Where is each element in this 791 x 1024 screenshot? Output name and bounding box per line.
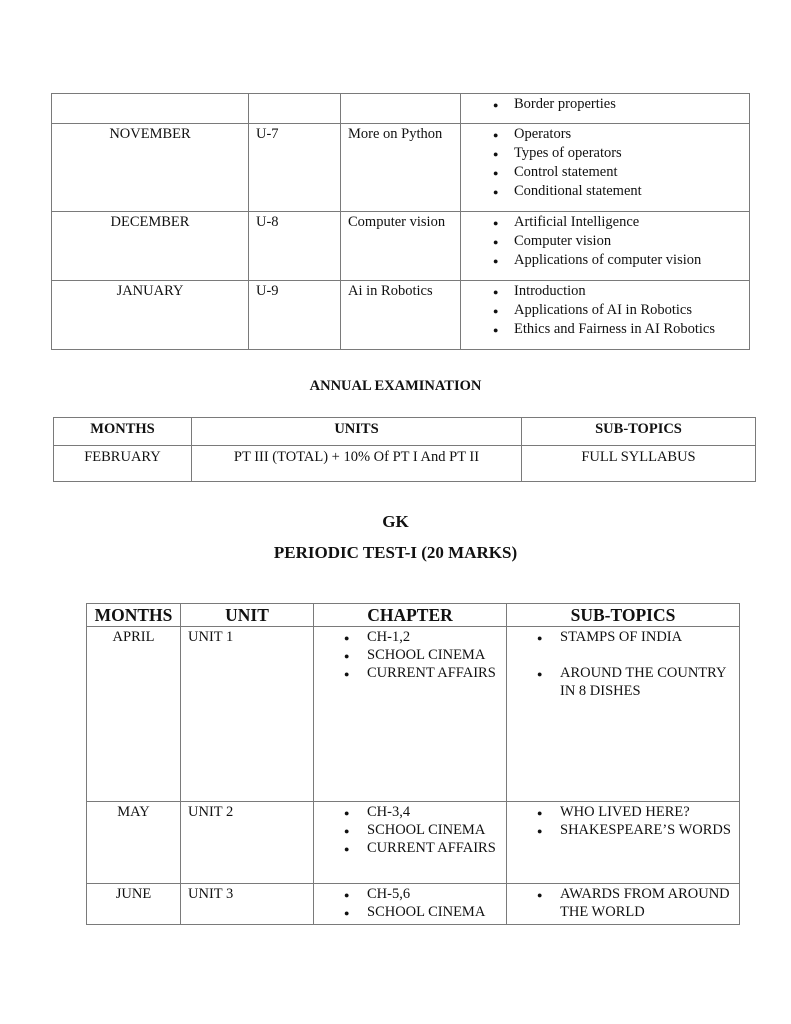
chapter-cell: [314, 627, 507, 802]
subtopic-item: ● AROUND THE COUNTRY IN 8 DISHES: [507, 664, 739, 700]
column-header-months: MONTHS: [54, 418, 192, 446]
subtopics-cell: [507, 884, 740, 925]
subtopics-cell: [507, 627, 740, 802]
subtopic-item: ● Control statement: [461, 163, 749, 182]
unit-cell: U-9: [249, 281, 341, 350]
table-row: [87, 627, 740, 802]
subtopic-item: ● AWARDS FROM AROUND THE WORLD: [507, 885, 739, 921]
month-cell: NOVEMBER: [52, 124, 249, 212]
chapter-cell: [341, 94, 461, 124]
list-spacer: [507, 646, 739, 664]
month-cell: JANUARY: [52, 281, 249, 350]
subtopic-item: ● Border properties: [461, 95, 749, 114]
chapter-cell: [314, 802, 507, 884]
table-row: [52, 281, 750, 350]
unit-cell: UNIT 1: [181, 627, 314, 802]
table-row: [54, 446, 756, 482]
subtopic-item: ● Computer vision: [461, 232, 749, 251]
month-cell: JUNE: [87, 884, 181, 925]
subtopics-cell: [461, 212, 750, 281]
subtopics-cell: [507, 802, 740, 884]
chapter-cell: More on Python: [341, 124, 461, 212]
subtopic-item: ● Conditional statement: [461, 182, 749, 201]
table-row: [87, 884, 740, 925]
annual-exam-heading: ANNUAL EXAMINATION: [309, 378, 482, 394]
subtopic-item: ● Applications of AI in Robotics: [461, 301, 749, 320]
table-row: [52, 212, 750, 281]
units-cell: PT III (TOTAL) + 10% Of PT I And PT II: [192, 446, 522, 482]
month-cell: FEBRUARY: [54, 446, 192, 482]
unit-cell: UNIT 2: [181, 802, 314, 884]
unit-cell: U-8: [249, 212, 341, 281]
header-row: [54, 418, 756, 446]
chapter-item: ● CURRENT AFFAIRS: [314, 664, 506, 682]
column-header-months: MONTHS: [87, 604, 181, 627]
subtopic-item: ● Artificial Intelligence: [461, 213, 749, 232]
subtopics-cell: [461, 281, 750, 350]
chapter-item: ● SCHOOL CINEMA: [314, 821, 506, 839]
month-cell: DECEMBER: [52, 212, 249, 281]
table-row: [52, 124, 750, 212]
column-header-chapter: CHAPTER: [314, 604, 507, 627]
chapter-cell: [314, 884, 507, 925]
month-cell: [52, 94, 249, 124]
unit-cell: [249, 94, 341, 124]
chapter-item: ● CH-1,2: [314, 628, 506, 646]
month-cell: MAY: [87, 802, 181, 884]
unit-cell: UNIT 3: [181, 884, 314, 925]
subtopics-cell: FULL SYLLABUS: [522, 446, 756, 482]
chapter-item: ● CH-3,4: [314, 803, 506, 821]
column-header-subtopics: SUB-TOPICS: [522, 418, 756, 446]
subtopics-cell: [461, 94, 750, 124]
column-header-subtopics: SUB-TOPICS: [507, 604, 740, 627]
subject-heading: GK: [382, 512, 409, 531]
subtopic-item: ● Introduction: [461, 282, 749, 301]
column-header-unit: UNIT: [181, 604, 314, 627]
chapter-cell: Ai in Robotics: [341, 281, 461, 350]
chapter-item: ● SCHOOL CINEMA: [314, 903, 506, 921]
subtopic-item: ● Ethics and Fairness in AI Robotics: [461, 320, 749, 339]
subtopics-cell: [461, 124, 750, 212]
table-row: [52, 94, 750, 124]
chapter-cell: Computer vision: [341, 212, 461, 281]
subtopic-item: ● SHAKESPEARE’S WORDS: [507, 821, 739, 839]
chapter-item: ● CH-5,6: [314, 885, 506, 903]
unit-cell: U-7: [249, 124, 341, 212]
column-header-units: UNITS: [192, 418, 522, 446]
annual-exam-table: [53, 417, 756, 482]
subtopic-item: ● Applications of computer vision: [461, 251, 749, 270]
curriculum-table: [51, 93, 750, 350]
subtopic-item: ● STAMPS OF INDIA: [507, 628, 739, 646]
subtopic-item: ● Operators: [461, 125, 749, 144]
test-title: PERIODIC TEST-I (20 MARKS): [273, 543, 518, 562]
subtopic-item: ● WHO LIVED HERE?: [507, 803, 739, 821]
chapter-item: ● CURRENT AFFAIRS: [314, 839, 506, 857]
month-cell: APRIL: [87, 627, 181, 802]
table-row: [87, 802, 740, 884]
subtopic-item: ● Types of operators: [461, 144, 749, 163]
header-row: [87, 604, 740, 627]
chapter-item: ● SCHOOL CINEMA: [314, 646, 506, 664]
gk-table: [86, 603, 740, 925]
